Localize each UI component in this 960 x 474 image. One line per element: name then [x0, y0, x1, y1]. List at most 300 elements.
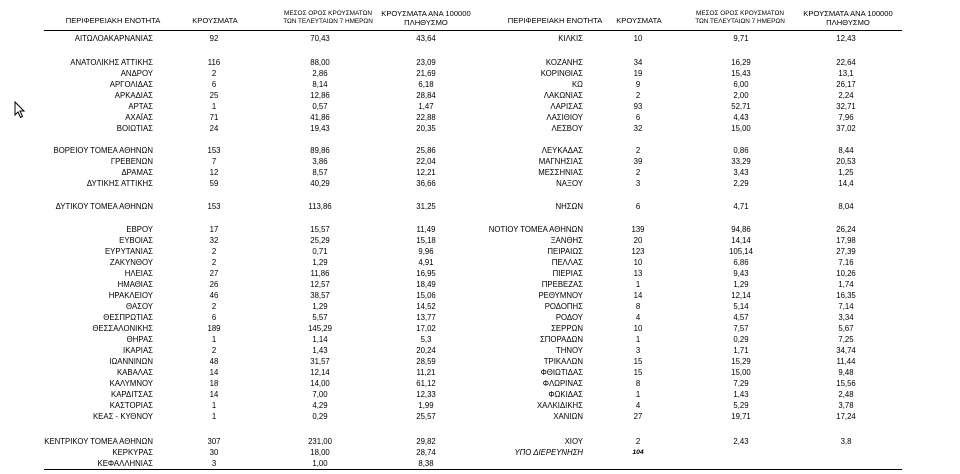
per100k-value: 28,59 — [416, 357, 436, 366]
region-name: ΡΟΔΟΥ — [555, 313, 583, 322]
region-name: ΣΠΟΡΑΔΩΝ — [539, 335, 583, 344]
cases-value: 2 — [211, 69, 217, 78]
avg-7day-value: 88,00 — [310, 58, 330, 67]
right-table-row — [0, 313, 960, 323]
cases-value: 116 — [207, 58, 221, 67]
per100k-value: 25,57 — [416, 412, 436, 421]
cases-value: 2 — [635, 91, 641, 100]
cases-value: 104 — [632, 449, 644, 456]
avg-7day-value: 40,29 — [310, 179, 330, 188]
region-name: ΡΟΔΟΠΗΣ — [544, 302, 583, 311]
region-name: ΚΕΝΤΡΙΚΟΥ ΤΟΜΕΑ ΑΘΗΝΩΝ — [44, 437, 153, 446]
per100k-value: 5,3 — [420, 335, 432, 344]
right-table-row — [0, 412, 960, 422]
right-table-row — [0, 225, 960, 235]
right-table-row — [0, 291, 960, 301]
cases-value: 6 — [635, 113, 641, 122]
left-header-region: ΠΕΡΙΦΕΡΕΙΑΚΗ ΕΝΟΤΗΤΑ — [65, 16, 161, 25]
cases-value: 2 — [211, 247, 217, 256]
avg-7day-value: 0,29 — [312, 412, 328, 421]
cases-value: 4 — [635, 313, 641, 322]
per100k-value: 13,77 — [416, 313, 436, 322]
avg-7day-value: 8,14 — [312, 80, 328, 89]
region-name: ΖΑΚΥΝΘΟΥ — [109, 258, 153, 267]
region-name: ΑΡΚΑΔΙΑΣ — [114, 91, 153, 100]
right-table-row — [0, 91, 960, 101]
right-table-row — [0, 448, 960, 458]
right-table-row — [0, 269, 960, 279]
right-header-per100k-line2: ΠΛΗΘΥΣΜΟ — [826, 18, 870, 27]
cases-value: 15 — [633, 357, 643, 366]
avg-7day-value: 4,57 — [733, 313, 749, 322]
per100k-value: 23,09 — [416, 58, 436, 67]
region-name: ΛΑΚΩΝΙΑΣ — [543, 91, 583, 100]
left-header-avg-line1: ΜΕΣΟΣ ΟΡΟΣ ΚΡΟΥΣΜΑΤΩΝ — [284, 10, 372, 17]
cases-value: 189 — [207, 324, 221, 333]
avg-7day-value: 1,43 — [733, 390, 749, 399]
cases-value: 8 — [635, 379, 641, 388]
cases-value: 4 — [635, 401, 641, 410]
right-header-avg-line1: ΜΕΣΟΣ ΟΡΟΣ ΚΡΟΥΣΜΑΤΩΝ — [696, 10, 784, 17]
cases-value: 24 — [209, 124, 219, 133]
cases-value: 10 — [633, 34, 643, 43]
right-table-row — [0, 113, 960, 123]
cases-value: 123 — [631, 247, 645, 256]
region-name: ΤΗΝΟΥ — [555, 346, 583, 355]
per100k-value: 17,02 — [416, 324, 436, 333]
cases-value: 153 — [207, 202, 221, 211]
avg-7day-value: 0,86 — [733, 146, 749, 155]
per100k-value: 14,4 — [838, 179, 854, 188]
per100k-value: 16,95 — [416, 269, 436, 278]
region-name: ΕΒΡΟΥ — [126, 225, 153, 234]
region-name: ΞΑΝΘΗΣ — [550, 236, 583, 245]
region-name: ΜΑΓΝΗΣΙΑΣ — [538, 157, 583, 166]
right-table-row — [0, 236, 960, 246]
region-name: ΡΕΘΥΜΝΟΥ — [538, 291, 583, 300]
avg-7day-value: 1,14 — [312, 335, 328, 344]
avg-7day-value: 15,00 — [731, 368, 751, 377]
cases-value: 27 — [209, 269, 219, 278]
right-table-row — [0, 146, 960, 156]
region-name: ΕΥΒΟΙΑΣ — [119, 236, 153, 245]
per100k-value: 12,43 — [836, 34, 856, 43]
per100k-value: 17,98 — [836, 236, 856, 245]
region-name: ΛΑΡΙΣΑΣ — [550, 102, 583, 111]
per100k-value: 1,74 — [838, 280, 854, 289]
per100k-value: 21,69 — [416, 69, 436, 78]
region-name: ΛΑΣΙΘΙΟΥ — [546, 113, 583, 122]
per100k-value: 14,52 — [416, 302, 436, 311]
region-name: ΘΕΣΠΡΩΤΙΑΣ — [103, 313, 153, 322]
per100k-value: 2,48 — [838, 390, 854, 399]
region-name: ΚΟΡΙΝΘΙΑΣ — [540, 69, 583, 78]
avg-7day-value: 3,43 — [733, 168, 749, 177]
per100k-value: 8,38 — [418, 459, 434, 468]
right-header-avg-line2: ΤΩΝ ΤΕΛΕΥΤΑΙΩΝ 7 ΗΜΕΡΩΝ — [695, 18, 785, 25]
avg-7day-value: 52,71 — [731, 102, 751, 111]
left-header-cases: ΚΡΟΥΣΜΑΤΑ — [192, 16, 238, 25]
avg-7day-value: 2,43 — [733, 437, 749, 446]
avg-7day-value: 19,43 — [310, 124, 330, 133]
right-table-row — [0, 58, 960, 68]
avg-7day-value: 11,86 — [310, 269, 330, 278]
region-name: ΑΡΤΑΣ — [128, 102, 153, 111]
cases-value: 32 — [209, 236, 219, 245]
per100k-value: 1,99 — [418, 401, 434, 410]
right-table-row — [0, 280, 960, 290]
avg-7day-value: 3,86 — [312, 157, 328, 166]
left-header-avg-line2: ΤΩΝ ΤΕΛΕΥΤΑΙΩΝ 7 ΗΜΕΡΩΝ — [283, 18, 373, 25]
region-name: ΚΑΣΤΟΡΙΑΣ — [109, 401, 153, 410]
avg-7day-value: 15,43 — [731, 69, 751, 78]
footer-divider — [44, 469, 902, 470]
avg-7day-value: 12,14 — [731, 291, 751, 300]
per100k-value: 20,35 — [416, 124, 436, 133]
per100k-value: 7,96 — [838, 113, 854, 122]
per100k-value: 1,47 — [418, 102, 434, 111]
cases-value: 6 — [211, 80, 217, 89]
avg-7day-value: 1,29 — [312, 258, 328, 267]
cases-value: 9 — [635, 80, 641, 89]
per100k-value: 34,74 — [836, 346, 856, 355]
cases-value: 2 — [211, 346, 217, 355]
per100k-value: 29,82 — [416, 437, 436, 446]
avg-7day-value: 25,29 — [310, 236, 330, 245]
per100k-value: 15,06 — [416, 291, 436, 300]
avg-7day-value: 89,86 — [310, 146, 330, 155]
cases-value: 14 — [209, 390, 219, 399]
right-table-row — [0, 34, 960, 44]
per100k-value: 6,18 — [418, 80, 434, 89]
right-header-per100k-line1: ΚΡΟΥΣΜΑΤΑ ΑΝΑ 100000 — [803, 9, 893, 18]
right-table-row — [0, 202, 960, 212]
avg-7day-value: 33,29 — [731, 157, 751, 166]
right-table-row — [0, 157, 960, 167]
cases-value: 2 — [211, 258, 217, 267]
per100k-value: 15,56 — [836, 379, 856, 388]
right-table-row — [0, 80, 960, 90]
avg-7day-value: 6,00 — [733, 80, 749, 89]
avg-7day-value: 18,00 — [310, 448, 330, 457]
per100k-value: 12,21 — [416, 168, 436, 177]
region-name: ΘΑΣΟΥ — [126, 302, 153, 311]
avg-7day-value: 15,29 — [731, 357, 751, 366]
right-table-row — [0, 69, 960, 79]
avg-7day-value: 2,00 — [733, 91, 749, 100]
avg-7day-value: 4,71 — [733, 202, 749, 211]
per100k-value: 22,88 — [416, 113, 436, 122]
cases-value: 26 — [209, 280, 219, 289]
per100k-value: 9,96 — [418, 247, 434, 256]
per100k-value: 12,33 — [416, 390, 436, 399]
avg-7day-value: 6,86 — [733, 258, 749, 267]
cases-value: 2 — [635, 437, 641, 446]
avg-7day-value: 0,29 — [733, 335, 749, 344]
header-divider — [44, 30, 902, 31]
per100k-value: 28,84 — [416, 91, 436, 100]
cases-value: 1 — [211, 102, 217, 111]
right-table-row — [0, 346, 960, 356]
avg-7day-value: 7,57 — [733, 324, 749, 333]
per100k-value: 8,04 — [838, 202, 854, 211]
region-name: ΦΛΩΡΙΝΑΣ — [542, 379, 583, 388]
region-name: ΔΡΑΜΑΣ — [121, 168, 153, 177]
region-name: ΓΡΕΒΕΝΩΝ — [110, 157, 153, 166]
avg-7day-value: 14,00 — [310, 379, 330, 388]
per100k-value: 15,18 — [416, 236, 436, 245]
per100k-value: 20,24 — [416, 346, 436, 355]
region-name: ΤΡΙΚΑΛΩΝ — [543, 357, 583, 366]
cases-value: 39 — [633, 157, 643, 166]
region-name: ΦΘΙΩΤΙΔΑΣ — [540, 368, 583, 377]
cases-value: 92 — [209, 34, 219, 43]
region-name: ΘΕΣΣΑΛΟΝΙΚΗΣ — [92, 324, 153, 333]
per100k-value: 25,86 — [416, 146, 436, 155]
region-name: ΑΧΑΪΑΣ — [125, 113, 153, 122]
cases-value: 153 — [207, 146, 221, 155]
region-name: ΠΡΕΒΕΖΑΣ — [541, 280, 583, 289]
avg-7day-value: 5,57 — [312, 313, 328, 322]
avg-7day-value: 105,14 — [729, 247, 753, 256]
cases-value: 71 — [209, 113, 219, 122]
avg-7day-value: 2,29 — [733, 179, 749, 188]
region-name: ΚΟΖΑΝΗΣ — [545, 58, 583, 67]
per100k-value: 61,12 — [416, 379, 436, 388]
avg-7day-value: 113,86 — [308, 202, 332, 211]
region-name: ΙΩΑΝΝΙΝΩΝ — [109, 357, 153, 366]
cases-value: 13 — [633, 269, 643, 278]
region-name: ΛΕΣΒΟΥ — [551, 124, 583, 133]
region-name: ΗΡΑΚΛΕΙΟΥ — [108, 291, 153, 300]
avg-7day-value: 1,29 — [312, 302, 328, 311]
avg-7day-value: 5,29 — [733, 401, 749, 410]
avg-7day-value: 2,86 — [312, 69, 328, 78]
per100k-value: 16,35 — [836, 291, 856, 300]
per100k-value: 9,48 — [838, 368, 854, 377]
cases-value: 48 — [209, 357, 219, 366]
cases-value: 3 — [211, 459, 217, 468]
avg-7day-value: 19,71 — [731, 412, 751, 421]
cases-value: 15 — [633, 368, 643, 377]
right-header-avg — [680, 10, 800, 26]
avg-7day-value: 0,71 — [312, 247, 328, 256]
region-name: ΛΕΥΚΑΔΑΣ — [541, 146, 583, 155]
right-table-row — [0, 390, 960, 400]
avg-7day-value: 231,00 — [308, 437, 332, 446]
region-name: ΑΡΓΟΛΙΔΑΣ — [109, 80, 153, 89]
right-table-row — [0, 357, 960, 367]
region-name: ΒΟΡΕΙΟΥ ΤΟΜΕΑ ΑΘΗΝΩΝ — [53, 146, 153, 155]
avg-7day-value: 12,57 — [310, 280, 330, 289]
cases-value: 18 — [209, 379, 219, 388]
per100k-value: 7,25 — [838, 335, 854, 344]
per100k-value: 7,14 — [838, 302, 854, 311]
right-table-row — [0, 335, 960, 345]
cases-value: 10 — [633, 324, 643, 333]
region-name: ΑΝΔΡΟΥ — [120, 69, 153, 78]
avg-7day-value: 12,14 — [310, 368, 330, 377]
cases-value: 7 — [211, 157, 217, 166]
region-name: ΠΙΕΡΙΑΣ — [552, 269, 583, 278]
right-table-row — [0, 302, 960, 312]
cases-value: 20 — [633, 236, 643, 245]
right-table-row — [0, 368, 960, 378]
right-table-row — [0, 379, 960, 389]
region-name: ΙΚΑΡΙΑΣ — [123, 346, 153, 355]
per100k-value: 22,04 — [416, 157, 436, 166]
region-name: ΚΕΦΑΛΛΗΝΙΑΣ — [97, 459, 153, 468]
avg-7day-value: 41,86 — [310, 113, 330, 122]
avg-7day-value: 16,29 — [731, 58, 751, 67]
region-name: ΘΗΡΑΣ — [126, 335, 153, 344]
per100k-value: 1,25 — [838, 168, 854, 177]
per100k-value: 36,66 — [416, 179, 436, 188]
region-name: ΑΝΑΤΟΛΙΚΗΣ ΑΤΤΙΚΗΣ — [70, 58, 153, 67]
cases-value: 1 — [211, 401, 217, 410]
avg-7day-value: 31,57 — [310, 357, 330, 366]
right-table-row — [0, 168, 960, 178]
region-name: ΠΕΛΛΑΣ — [551, 258, 583, 267]
cases-value: 34 — [633, 58, 643, 67]
cases-value: 2 — [635, 168, 641, 177]
per100k-value: 22,64 — [836, 58, 856, 67]
region-name: ΝΑΞΟΥ — [556, 179, 583, 188]
cases-value: 10 — [633, 258, 643, 267]
cases-value: 30 — [209, 448, 219, 457]
region-name: ΚΕΑΣ - ΚΥΘΝΟΥ — [92, 412, 153, 421]
left-table-row — [0, 459, 960, 469]
cases-value: 1 — [211, 412, 217, 421]
avg-7day-value: 70,43 — [310, 34, 330, 43]
avg-7day-value: 12,86 — [310, 91, 330, 100]
per100k-value: 37,02 — [836, 124, 856, 133]
per100k-value: 11,49 — [416, 225, 436, 234]
region-name: ΚΑΛΥΜΝΟΥ — [109, 379, 153, 388]
cases-value: 3 — [635, 179, 641, 188]
cases-value: 139 — [631, 225, 645, 234]
avg-7day-value: 4,43 — [733, 113, 749, 122]
cases-value: 307 — [207, 437, 221, 446]
avg-7day-value: 8,57 — [312, 168, 328, 177]
region-name: ΝΟΤΙΟΥ ΤΟΜΕΑ ΑΘΗΝΩΝ — [488, 225, 583, 234]
cases-value: 25 — [209, 91, 219, 100]
per100k-value: 13,1 — [838, 69, 854, 78]
avg-7day-value: 0,57 — [312, 102, 328, 111]
right-header-region: ΠΕΡΙΦΕΡΕΙΑΚΗ ΕΝΟΤΗΤΑ — [507, 16, 603, 25]
avg-7day-value: 7,29 — [733, 379, 749, 388]
right-table-row — [0, 124, 960, 134]
cases-value: 59 — [209, 179, 219, 188]
per100k-value: 8,44 — [838, 146, 854, 155]
region-name: ΗΛΕΙΑΣ — [124, 269, 153, 278]
avg-7day-value: 7,00 — [312, 390, 328, 399]
region-name: ΠΕΙΡΑΙΩΣ — [547, 247, 583, 256]
left-header-per100k-line2: ΠΛΗΘΥΣΜΟ — [404, 18, 448, 27]
region-name: ΔΥΤΙΚΗΣ ΑΤΤΙΚΗΣ — [86, 179, 153, 188]
right-table-row — [0, 401, 960, 411]
per100k-value: 31,25 — [416, 202, 436, 211]
region-name: ΚΑΒΑΛΑΣ — [116, 368, 153, 377]
per100k-value: 4,91 — [418, 258, 434, 267]
avg-7day-value: 1,43 — [312, 346, 328, 355]
per100k-value: 17,24 — [836, 412, 856, 421]
avg-7day-value: 4,29 — [312, 401, 328, 410]
region-name: ΜΕΣΣΗΝΙΑΣ — [538, 168, 583, 177]
cases-value: 32 — [633, 124, 643, 133]
avg-7day-value: 14,14 — [731, 236, 751, 245]
per100k-value: 10,26 — [836, 269, 856, 278]
right-table-row — [0, 179, 960, 189]
region-name: ΚΩ — [571, 80, 583, 89]
avg-7day-value: 94,86 — [731, 225, 751, 234]
per100k-value: 5,67 — [838, 324, 854, 333]
right-table-row — [0, 258, 960, 268]
region-name: ΣΕΡΡΩΝ — [551, 324, 583, 333]
cases-value: 1 — [635, 335, 641, 344]
avg-7day-value: 38,57 — [310, 291, 330, 300]
per100k-value: 20,53 — [836, 157, 856, 166]
per100k-value: 3,78 — [838, 401, 854, 410]
cases-value: 27 — [633, 412, 643, 421]
per100k-value: 11,44 — [836, 357, 856, 366]
per100k-value: 3,8 — [840, 437, 852, 446]
per100k-value: 28,74 — [416, 448, 436, 457]
avg-7day-value: 1,71 — [733, 346, 749, 355]
region-name: ΧΑΛΚΙΔΙΚΗΣ — [536, 401, 583, 410]
cases-value: 2 — [635, 146, 641, 155]
right-header-cases: ΚΡΟΥΣΜΑΤΑ — [616, 16, 662, 25]
per100k-value: 26,17 — [836, 80, 856, 89]
region-name: ΥΠΟ ΔΙΕΡΕΥΝΗΣΗ — [514, 448, 583, 457]
cases-value: 14 — [633, 291, 643, 300]
right-header-per100k — [788, 9, 908, 27]
cases-value: 6 — [635, 202, 641, 211]
per100k-value: 32,71 — [836, 102, 856, 111]
avg-7day-value: 1,00 — [312, 459, 328, 468]
region-name: ΧΑΝΙΩΝ — [553, 412, 583, 421]
cases-value: 1 — [211, 335, 217, 344]
per100k-value: 27,39 — [836, 247, 856, 256]
cases-value: 17 — [209, 225, 219, 234]
cases-value: 8 — [635, 302, 641, 311]
left-header-per100k — [366, 9, 486, 27]
avg-7day-value: 9,71 — [733, 34, 749, 43]
region-name: ΧΙΟΥ — [564, 437, 583, 446]
cases-value: 12 — [209, 168, 219, 177]
region-name: ΚΑΡΔΙΤΣΑΣ — [111, 390, 153, 399]
right-table-row — [0, 324, 960, 334]
left-header-per100k-line1: ΚΡΟΥΣΜΑΤΑ ΑΝΑ 100000 — [381, 9, 471, 18]
per100k-value: 2,24 — [838, 91, 854, 100]
cases-value: 1 — [635, 390, 641, 399]
cases-value: 14 — [209, 368, 219, 377]
region-name: ΑΙΤΩΛΟΑΚΑΡΝΑΝΙΑΣ — [74, 34, 153, 43]
region-name: ΚΙΛΚΙΣ — [558, 34, 583, 43]
avg-7day-value: 145,29 — [308, 324, 332, 333]
per100k-value: 3,34 — [838, 313, 854, 322]
cases-value: 46 — [209, 291, 219, 300]
avg-7day-value: 1,29 — [733, 280, 749, 289]
avg-7day-value: 5,14 — [733, 302, 749, 311]
cases-value: 1 — [635, 280, 641, 289]
region-name: ΚΕΡΚΥΡΑΣ — [112, 448, 153, 457]
per100k-value: 18,49 — [416, 280, 436, 289]
avg-7day-value: 9,43 — [733, 269, 749, 278]
per100k-value: 26,24 — [836, 225, 856, 234]
right-table-row — [0, 437, 960, 447]
region-name: ΝΗΣΩΝ — [555, 202, 583, 211]
